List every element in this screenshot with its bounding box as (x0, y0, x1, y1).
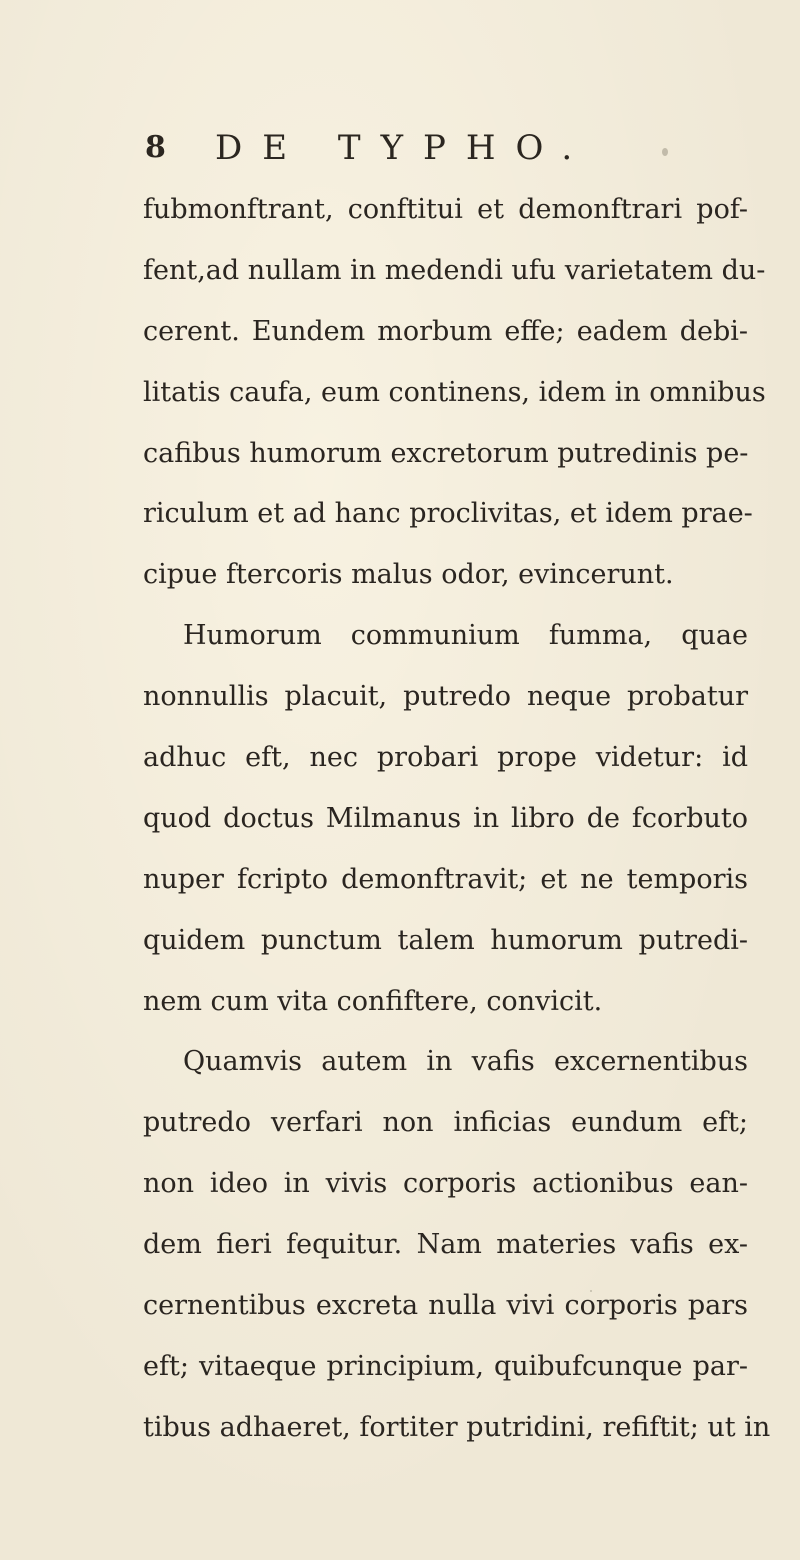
text-line: fent,ad nullam in medendi ufu varietatem du- (143, 254, 766, 286)
text-line: eft; vitaeque principium, quibufcunque par- (143, 1350, 748, 1382)
paper-speck (590, 1290, 592, 1292)
text-line: cipue ftercoris malus odor, evincerunt. (143, 559, 674, 591)
text-line: quidem punctum talem humorum putredi- (143, 924, 748, 956)
text-line: nem cum vita confiftere, convicit. (143, 985, 603, 1017)
page-header (145, 128, 705, 178)
text-line: litatis caufa, eum continens, idem in omnibus (143, 376, 766, 408)
running-title: DE TYPHO. (215, 128, 593, 168)
text-line: cafibus humorum excretorum putredinis pe- (143, 437, 749, 469)
text-line: putredo verfari non inficias eundum eft; (143, 1107, 748, 1139)
page-number: 8 (145, 130, 166, 165)
text-line: riculum et ad hanc proclivitas, et idem prae- (143, 498, 753, 530)
text-line: quod doctus Milmanus in libro de fcorbuto (143, 802, 748, 834)
text-line: non ideo in vivis corporis actionibus ean- (143, 1168, 748, 1200)
paragraph-start-line: Humorum communium fumma, quae (183, 620, 748, 652)
body-text (143, 180, 771, 1459)
text-line: dem fieri fequitur. Nam materies vafis ex- (143, 1229, 748, 1261)
text-line: fubmonftrant, conftitui et demonftrari pof- (143, 194, 748, 225)
text-line: tibus adhaeret, fortiter putridini, refiftit; ut in (143, 1411, 771, 1443)
paragraph-start-line: Quamvis autem in vafis excernentibus (183, 1046, 748, 1078)
text-line: cernentibus excreta nulla vivi corporis pars (143, 1290, 748, 1322)
text-line: nuper fcripto demonftravit; et ne temporis (143, 863, 748, 895)
text-line: adhuc eft, nec probari prope videtur: id (143, 742, 748, 774)
text-line: nonnullis placuit, putredo neque probatur (143, 681, 748, 713)
paper-speck (418, 1188, 421, 1191)
text-line: cerent. Eundem morbum effe; eadem debi- (143, 315, 748, 347)
paper-speck (662, 148, 668, 156)
